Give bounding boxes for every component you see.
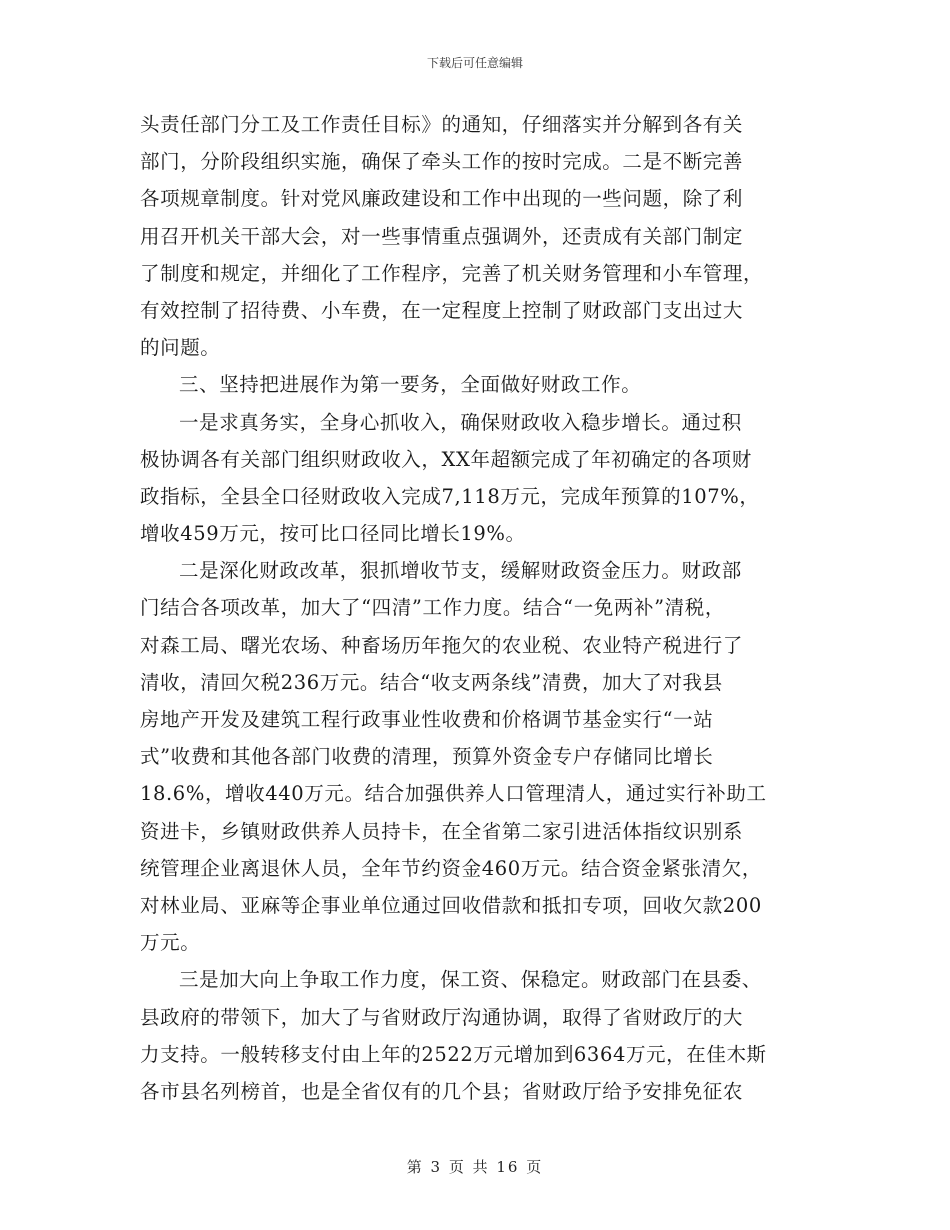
text-line: 房地产开发及建筑工程行政事业性收费和价格调节基金实行“一站 [140, 708, 714, 731]
page-header-note: 下载后可任意编辑 [426, 56, 523, 70]
paragraph-start: 一是求真务实，全身心抓收入，确保财政收入稳步增长。通过积 [179, 410, 742, 434]
paragraph-start: 三是加大向上争取工作力度，保工资、保稳定。财政部门在县委、 [179, 968, 762, 992]
paragraph-start: 二是深化财政改革，狠抓增收节支，缓解财政资金压力。财政部 [179, 559, 742, 583]
text-line: 的问题。 [140, 336, 221, 360]
text-line: 万元。 [140, 931, 201, 955]
text-line: 门结合各项改革，加大了“四清”工作力度。结合“一免两补”清税， [140, 596, 725, 620]
section-heading: 三、坚持把进展作为第一要务，全面做好财政工作。 [179, 373, 642, 397]
document-body [140, 106, 812, 1110]
text-line: 增收459万元，按可比口径同比增长19%。 [140, 522, 526, 546]
text-line: 各市县名列榜首，也是全省仅有的几个县；省财政厅给予安排免征农 [140, 1079, 744, 1103]
text-line: 对林业局、亚麻等企事业单位通过回收借款和抵扣专项，回收欠款200 [140, 893, 762, 917]
text-line: 政指标，全县全口径财政收入完成7,118万元，完成年预算的107%， [140, 484, 760, 508]
page-number: 第 3 页 共 16 页 [406, 1158, 544, 1176]
text-line: 各项规章制度。针对党风廉政建设和工作中出现的一些问题，除了利 [140, 187, 744, 211]
text-line: 力支持。一般转移支付由上年的2522万元增加到6364万元，在佳木斯 [140, 1042, 767, 1066]
text-line: 部门，分阶段组织实施，确保了牵头工作的按时完成。二是不断完善 [140, 150, 744, 174]
text-line: 式”收费和其他各部门收费的清理，预算外资金专户存储同比增长 [140, 745, 714, 769]
text-line: 县政府的带领下，加大了与省财政厅沟通协调，取得了省财政厅的大 [140, 1005, 744, 1029]
text-line: 了制度和规定，并细化了工作程序，完善了机关财务管理和小车管理， [140, 261, 764, 285]
text-line: 清收，清回欠税236万元。结合“收支两条线”清费，加大了对我县 [140, 670, 723, 694]
text-line: 用召开机关干部大会，对一些事情重点强调外，还责成有关部门制定 [140, 224, 744, 248]
text-line: 对森工局、曙光农场、种畜场历年拖欠的农业税、农业特产税进行了 [140, 633, 744, 657]
text-line: 统管理企业离退休人员，全年节约资金460万元。结合资金紧张清欠， [140, 856, 762, 880]
text-line: 18.6%，增收440万元。结合加强供养人口管理清人，通过实行补助工 [140, 782, 767, 806]
text-line: 极协调各有关部门组织财政收入，XX年超额完成了年初确定的各项财 [140, 447, 752, 471]
text-line: 头责任部门分工及工作责任目标》的通知，仔细落实并分解到各有关 [140, 113, 744, 136]
text-line: 资进卡，乡镇财政供养人员持卡，在全省第二家引进活体指纹识别系 [140, 819, 744, 843]
text-line: 有效控制了招待费、小车费，在一定程度上控制了财政部门支出过大 [140, 298, 744, 322]
